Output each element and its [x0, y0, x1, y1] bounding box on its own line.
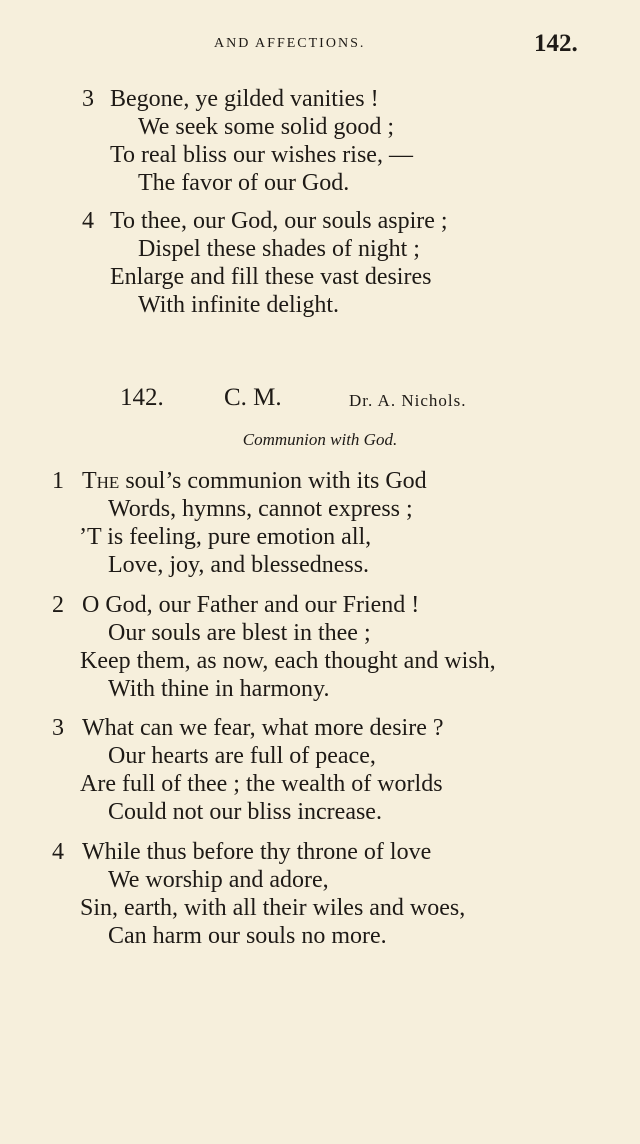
verse-line: Our souls are blest in thee ; [108, 620, 371, 646]
stanza-number: 3 [52, 715, 64, 741]
verse-line: Begone, ye gilded vanities ! [110, 86, 379, 112]
verse-line: Enlarge and fill these vast desires [110, 264, 432, 290]
verse-line: With thine in harmony. [108, 676, 330, 702]
verse-line: Can harm our souls no more. [108, 923, 387, 949]
hymn-title: Communion with God. [242, 430, 398, 449]
verse-line: Words, hymns, cannot express ; [108, 496, 413, 522]
stanza-1 [52, 467, 427, 579]
hymn-meter: C. M. [224, 384, 282, 411]
stanza-number: 4 [82, 208, 94, 234]
hymn-heading [0, 384, 640, 416]
verse-line: ’T is feeling, pure emotion all, [79, 524, 372, 550]
verse-line: The favor of our God. [138, 170, 350, 196]
verse-line: Sin, earth, with all their wiles and woes, [80, 895, 466, 921]
verse-line-rest: soul’s communion with its God [119, 468, 427, 494]
stanza-2 [52, 591, 496, 703]
stanza-4 [52, 838, 465, 950]
stanza-number: 1 [52, 468, 64, 494]
stanza-number: 3 [82, 86, 94, 112]
running-head: AND AFFECTIONS. [214, 36, 366, 51]
stanza-number: 2 [52, 592, 64, 618]
hymn-author: Dr. A. Nichols. [349, 391, 467, 410]
verse-line: While thus before thy throne of love [82, 839, 432, 865]
verse-line: Our hearts are full of peace, [108, 743, 376, 769]
verse-line: Could not our bliss increase. [108, 799, 382, 825]
first-word: The [82, 468, 120, 494]
verse-line: We seek some solid good ; [138, 114, 395, 140]
verse-line: O God, our Father and our Friend ! [82, 592, 420, 618]
verse-line: To thee, our God, our souls aspire ; [110, 208, 448, 234]
verse-line: We worship and adore, [108, 867, 329, 893]
verse-line [82, 467, 427, 495]
page-number: 142. [534, 30, 578, 57]
prev-stanza-4 [82, 207, 448, 319]
verse-line: What can we fear, what more desire ? [82, 715, 444, 741]
verse-line: Dispel these shades of night ; [138, 236, 420, 262]
verse-line: Are full of thee ; the wealth of worlds [80, 771, 443, 797]
stanza-3 [52, 714, 444, 826]
verse-line: To real bliss our wishes rise, — [110, 142, 413, 168]
prev-stanza-3 [82, 85, 413, 197]
hymn-number: 142. [120, 384, 164, 411]
verse-line: Keep them, as now, each thought and wish, [80, 648, 496, 674]
verse-line: Love, joy, and blessedness. [108, 552, 370, 578]
verse-line: With infinite delight. [138, 292, 339, 318]
stanza-number: 4 [52, 839, 64, 865]
